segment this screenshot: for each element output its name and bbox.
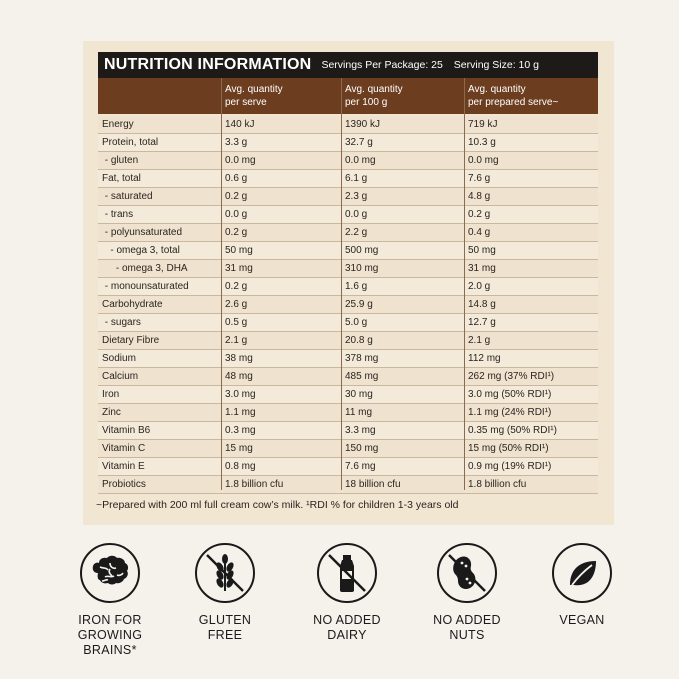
- nutrient-value: 0.6 g: [225, 173, 248, 184]
- table-row: [98, 386, 598, 404]
- nutrient-value: 7.6 mg: [345, 461, 376, 472]
- badge-label: VEGAN: [559, 613, 605, 627]
- nutrient-value: 719 kJ: [468, 119, 498, 130]
- nutrient-value: 1.6 g: [345, 281, 368, 292]
- table-row: [98, 260, 598, 278]
- nutrient-value: 0.0 mg: [225, 155, 256, 166]
- nutrient-value: 150 mg: [345, 443, 379, 454]
- nutrient-value: 2.3 g: [345, 191, 368, 202]
- nutrient-value: 30 mg: [345, 389, 373, 400]
- nutrient-value: 12.7 g: [468, 317, 496, 328]
- badge-label: GLUTEN FREE: [198, 613, 252, 642]
- table-row: [98, 350, 598, 368]
- badge-iron: [50, 543, 170, 658]
- table-row: [98, 440, 598, 458]
- table-row: [98, 332, 598, 350]
- nutrient-value: 11 mg: [345, 407, 373, 418]
- nutrient-value: 2.2 g: [345, 227, 368, 238]
- nutrient-value: 4.8 g: [468, 191, 491, 202]
- nutrient-value: 3.3 g: [225, 137, 248, 148]
- nutrient-value: 31 mg: [468, 263, 496, 274]
- nutrient-value: 14.8 g: [468, 299, 496, 310]
- serving-info: [321, 59, 539, 71]
- table-row: [98, 314, 598, 332]
- badge-label: IRON FOR GROWING BRAINS*: [77, 613, 143, 657]
- nutrient-name: - saturated: [102, 191, 153, 202]
- column-divider: [221, 78, 222, 490]
- nutrient-name: Iron: [102, 389, 120, 400]
- nutrition-title: NUTRITION INFORMATION: [104, 56, 312, 73]
- milk-bottle-crossed-icon: [317, 543, 377, 603]
- table-row: [98, 458, 598, 476]
- nutrient-name: - trans: [102, 209, 134, 220]
- brain-icon: [80, 543, 140, 603]
- badge-no-dairy: [287, 543, 407, 643]
- nutrient-value: 0.9 mg (19% RDI¹): [468, 461, 552, 472]
- nutrient-name: - monounsaturated: [102, 281, 189, 292]
- badge-gluten-free: [165, 543, 285, 643]
- table-row: [98, 224, 598, 242]
- badge-no-nuts: [407, 543, 527, 643]
- nutrient-value: 1.1 mg: [225, 407, 256, 418]
- nutrient-value: 32.7 g: [345, 137, 373, 148]
- nutrient-value: 15 mg: [225, 443, 253, 454]
- nutrient-value: 0.0 mg: [468, 155, 499, 166]
- column-header-per-prepared-serve: Avg. quantity per prepared serve~: [468, 84, 559, 108]
- nutrient-value: 500 mg: [345, 245, 379, 256]
- table-row: [98, 242, 598, 260]
- nutrient-value: 5.0 g: [345, 317, 368, 328]
- nutrient-name: Vitamin B6: [102, 425, 151, 436]
- nutrient-value: 3.3 mg: [345, 425, 376, 436]
- peanut-crossed-icon: [437, 543, 497, 603]
- nutrient-value: 0.3 mg: [225, 425, 256, 436]
- nutrient-name: Vitamin E: [102, 461, 145, 472]
- nutrient-name: - omega 3, DHA: [102, 263, 188, 274]
- badge-vegan: [522, 543, 642, 628]
- nutrition-table: [98, 116, 598, 494]
- table-row: [98, 368, 598, 386]
- leaf-icon: [552, 543, 612, 603]
- nutrient-value: 0.2 g: [225, 191, 248, 202]
- nutrient-value: 378 mg: [345, 353, 379, 364]
- nutrient-value: 0.0 g: [345, 209, 368, 220]
- nutrient-name: Probiotics: [102, 479, 146, 490]
- nutrient-name: - polyunsaturated: [102, 227, 183, 238]
- table-row: [98, 404, 598, 422]
- nutrient-value: 112 mg: [468, 353, 501, 364]
- servings-per-package: Servings Per Package: 25: [321, 59, 443, 71]
- nutrient-value: 38 mg: [225, 353, 253, 364]
- badge-label: NO ADDED NUTS: [433, 613, 501, 642]
- footnote: ~Prepared with 200 ml full cream cow’s milk. ¹RDI % for children 1-3 years old: [96, 499, 459, 511]
- nutrient-value: 3.0 mg (50% RDI¹): [468, 389, 552, 400]
- nutrient-value: 0.8 mg: [225, 461, 256, 472]
- nutrient-value: 2.1 g: [225, 335, 248, 346]
- nutrient-name: Calcium: [102, 371, 139, 382]
- nutrient-value: 31 mg: [225, 263, 253, 274]
- nutrient-name: Carbohydrate: [102, 299, 163, 310]
- column-header-per-100g: Avg. quantity per 100 g: [345, 84, 403, 108]
- nutrient-value: 1.8 billion cfu: [225, 479, 284, 490]
- nutrient-value: 0.2 g: [468, 209, 491, 220]
- nutrient-value: 50 mg: [468, 245, 496, 256]
- nutrient-value: 2.6 g: [225, 299, 248, 310]
- nutrient-value: 0.2 g: [225, 281, 248, 292]
- column-divider: [341, 78, 342, 490]
- nutrient-value: 0.2 g: [225, 227, 248, 238]
- nutrient-value: 1390 kJ: [345, 119, 381, 130]
- nutrient-value: 0.0 mg: [345, 155, 376, 166]
- nutrient-value: 0.5 g: [225, 317, 248, 328]
- badge-label: NO ADDED DAIRY: [313, 613, 381, 642]
- nutrient-name: - omega 3, total: [102, 245, 180, 256]
- nutrient-value: 2.1 g: [468, 335, 491, 346]
- nutrient-name: Fat, total: [102, 173, 141, 184]
- nutrient-value: 0.4 g: [468, 227, 491, 238]
- table-row: [98, 134, 598, 152]
- table-row: [98, 116, 598, 134]
- table-row: [98, 278, 598, 296]
- nutrient-value: 7.6 g: [468, 173, 491, 184]
- wheat-crossed-icon: [195, 543, 255, 603]
- column-divider: [464, 78, 465, 490]
- table-row: [98, 152, 598, 170]
- table-row: [98, 170, 598, 188]
- nutrient-value: 25.9 g: [345, 299, 373, 310]
- nutrient-value: 262 mg (37% RDI¹): [468, 371, 555, 382]
- nutrient-name: Dietary Fibre: [102, 335, 160, 346]
- nutrient-name: Protein, total: [102, 137, 159, 148]
- nutrient-value: 1.1 mg (24% RDI¹): [468, 407, 552, 418]
- nutrient-name: - sugars: [102, 317, 141, 328]
- nutrient-value: 140 kJ: [225, 119, 255, 130]
- nutrient-value: 20.8 g: [345, 335, 373, 346]
- table-row: [98, 422, 598, 440]
- nutrient-value: 48 mg: [225, 371, 253, 382]
- nutrient-value: 0.0 g: [225, 209, 248, 220]
- nutrient-value: 0.35 mg (50% RDI¹): [468, 425, 557, 436]
- nutrient-name: Vitamin C: [102, 443, 146, 454]
- nutrient-value: 310 mg: [345, 263, 379, 274]
- nutrient-value: 18 billion cfu: [345, 479, 401, 490]
- nutrient-value: 3.0 mg: [225, 389, 256, 400]
- nutrient-name: Energy: [102, 119, 134, 130]
- nutrition-title-bar: [98, 52, 598, 78]
- table-row: [98, 206, 598, 224]
- nutrient-name: Sodium: [102, 353, 136, 364]
- nutrient-name: Zinc: [102, 407, 121, 418]
- nutrient-value: 2.0 g: [468, 281, 491, 292]
- table-row: [98, 296, 598, 314]
- table-row: [98, 476, 598, 494]
- nutrient-value: 50 mg: [225, 245, 253, 256]
- nutrient-value: 15 mg (50% RDI¹): [468, 443, 549, 454]
- serving-size: Serving Size: 10 g: [453, 59, 539, 71]
- column-header-per-serve: Avg. quantity per serve: [225, 84, 283, 108]
- nutrient-name: - gluten: [102, 155, 139, 166]
- table-row: [98, 188, 598, 206]
- nutrient-value: 10.3 g: [468, 137, 496, 148]
- nutrient-value: 1.8 billion cfu: [468, 479, 527, 490]
- nutrient-value: 6.1 g: [345, 173, 368, 184]
- nutrient-value: 485 mg: [345, 371, 379, 382]
